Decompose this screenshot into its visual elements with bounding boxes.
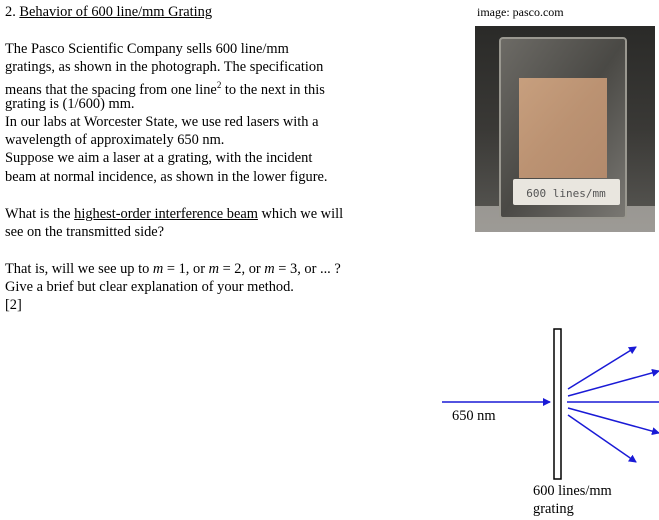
superscript-2: 2 (216, 80, 222, 90)
m-eq-3: = 3, or ... ? (274, 261, 341, 277)
order-minus2-beam (568, 415, 636, 462)
question-suffix: which we will (257, 206, 344, 222)
image-credit: image: pasco.com (477, 5, 564, 19)
para-line-4: grating is (1/600) mm. (5, 96, 135, 112)
m-eq-1: = 1, or (163, 261, 209, 277)
grating-label-2: grating (533, 501, 574, 517)
para-line-2: gratings, as shown in the photograph. The specification (5, 59, 324, 75)
thatis-line (5, 260, 341, 278)
grating-photo (475, 26, 655, 232)
order-plus2-beam (568, 347, 636, 389)
grating-plate (554, 329, 561, 479)
para-line-1: The Pasco Scientific Company sells 600 line/mm (5, 41, 289, 57)
thatis-prefix: That is, will we see up to (5, 261, 153, 277)
question-line-1 (5, 205, 343, 223)
para-line-5: In our labs at Worcester State, we use red lasers with a (5, 114, 319, 130)
grating-label-1: 600 lines/mm (533, 483, 612, 499)
order-minus1-beam (568, 408, 659, 433)
problem-number: 2. (5, 4, 16, 20)
explain-line: Give a brief but clear explanation of your method. (5, 279, 294, 295)
order-plus1-beam (568, 371, 659, 396)
wavelength-label: 650 nm (452, 408, 496, 424)
para-line-8: beam at normal incidence, as shown in the lower figure. (5, 169, 328, 185)
problem-title-text: Behavior of 600 line/mm Grating (19, 4, 213, 20)
m-var-3: m (264, 261, 275, 277)
para-line-6: wavelength of approximately 650 nm. (5, 132, 225, 148)
problem-title (5, 3, 212, 21)
para-line-3a: means that the spacing from one line (5, 81, 217, 98)
grating-film (519, 78, 607, 178)
m-var-1: m (152, 261, 164, 277)
m-eq-2: = 2, or (219, 261, 265, 277)
para-line-3b: to the next in this (224, 81, 325, 98)
question-underlined: highest-order interference beam (74, 206, 258, 222)
question-line-2: see on the transmitted side? (5, 224, 165, 240)
m-var-2: m (208, 261, 219, 277)
para-line-7: Suppose we aim a laser at a grating, with the incident (5, 150, 313, 166)
slide-label-text: 600 lines/mm (526, 187, 606, 200)
points-line: [2] (5, 297, 22, 313)
question-prefix: What is the (5, 206, 75, 222)
